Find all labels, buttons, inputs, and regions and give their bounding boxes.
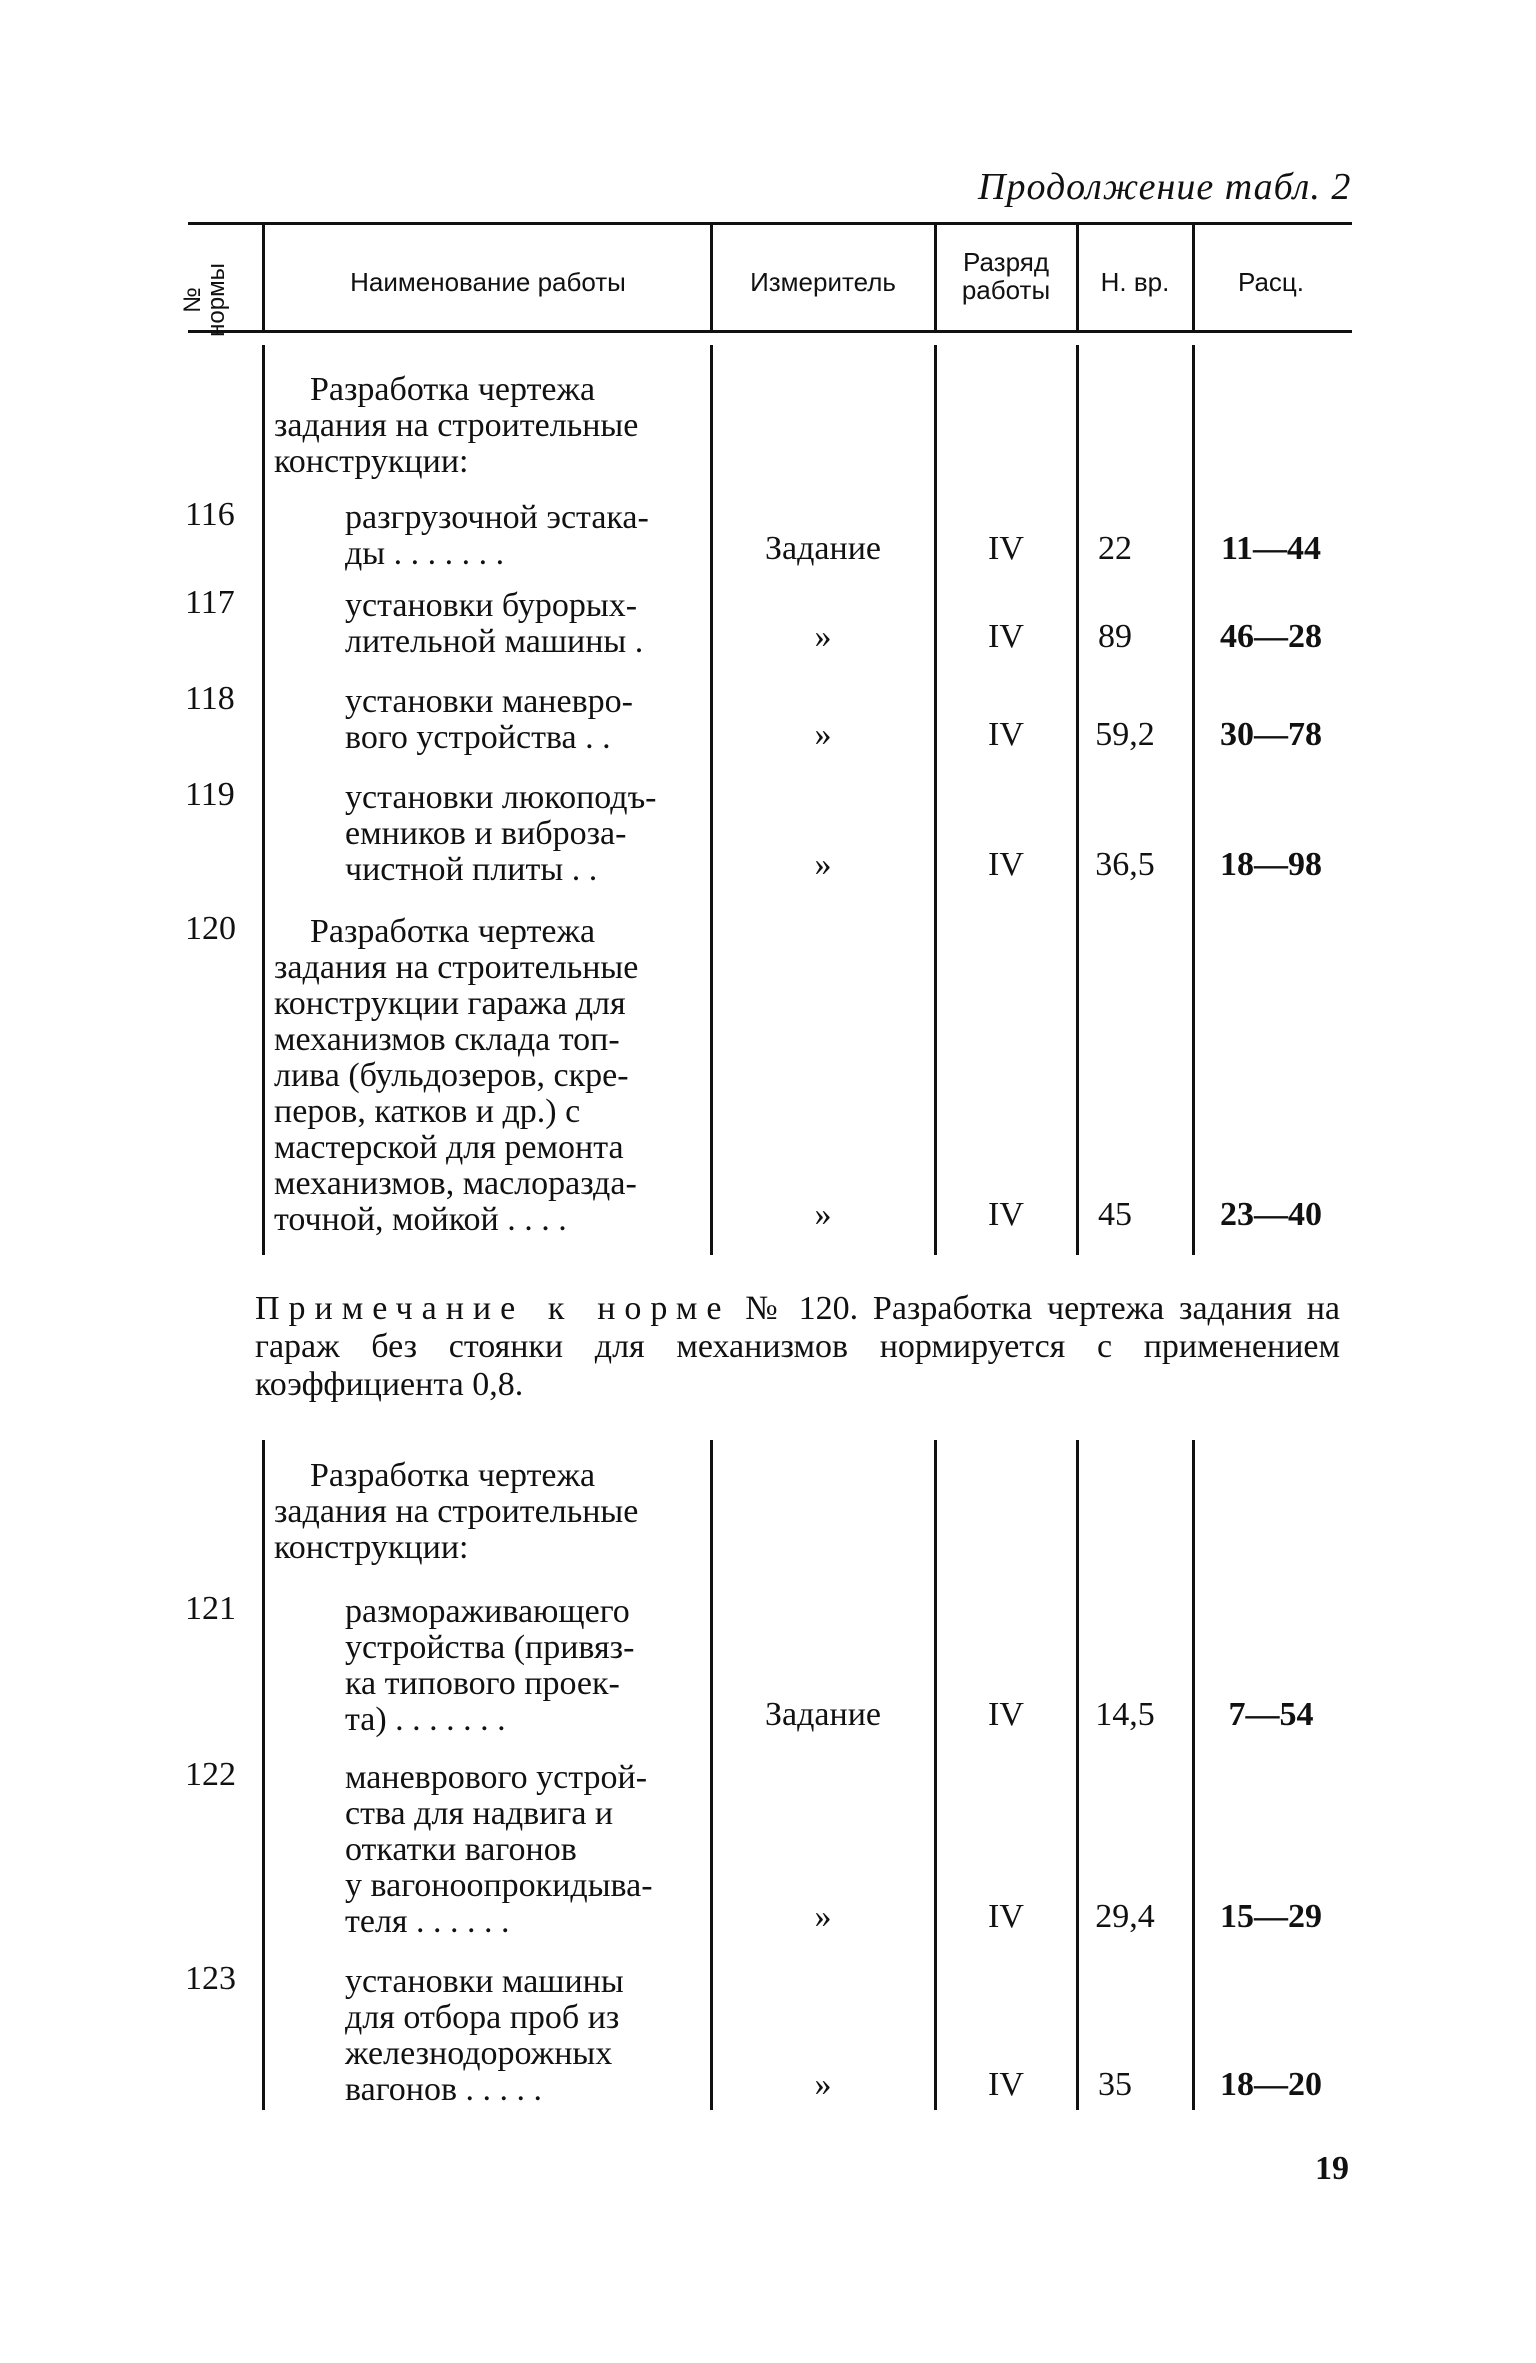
- work-name-121-line-2: устройства (привяз-: [345, 1629, 635, 1666]
- header-norm-no: № нормы: [179, 263, 230, 337]
- grade-117: IV: [988, 618, 1024, 655]
- unit-121: Задание: [765, 1696, 881, 1733]
- header-divider-3: [934, 224, 937, 330]
- work-name-122-line-2: ства для надвига и: [345, 1795, 614, 1832]
- norm-number-120: 120: [185, 910, 236, 947]
- rate-120: 23—40: [1220, 1196, 1322, 1233]
- work-name-121-line-4: та) . . . . . . .: [345, 1701, 506, 1738]
- header-work-name: Наименование работы: [350, 267, 626, 297]
- header-divider-5: [1192, 224, 1195, 330]
- hours-122: 29,4: [1095, 1898, 1155, 1935]
- grade-123: IV: [988, 2066, 1024, 2103]
- work-name-122-line-3: откатки вагонов: [345, 1831, 577, 1868]
- work-name-120-line-5: лива (бульдозеров, скре-: [274, 1057, 629, 1094]
- unit-123: »: [814, 2066, 832, 2103]
- block2-divider-1: [262, 1440, 265, 2110]
- header-divider-1: [262, 224, 265, 330]
- note-lead: Примечание к норме: [255, 1290, 731, 1327]
- header-rate: Расц.: [1237, 267, 1305, 297]
- work-name-123-line-2: для отбора проб из: [345, 1999, 620, 2036]
- work-name-121-line-1: размораживающего: [345, 1593, 630, 1630]
- rate-122: 15—29: [1220, 1898, 1322, 1935]
- page-number: 19: [1315, 2150, 1349, 2187]
- hours-116: 22: [1098, 530, 1132, 567]
- work-name-118-line-2: вого устройства . .: [345, 719, 611, 756]
- note-text: № 120. Разработка чертежа задания на гараж без стоянки для механизмов нормируется с применением коэффициента 0,8.: [255, 1290, 1340, 1403]
- header-hours: Н. вр.: [1100, 267, 1170, 297]
- header-grade: Разряд работы: [961, 247, 1051, 305]
- work-name-120-line-2: задания на строительные: [274, 949, 639, 986]
- rate-116: 11—44: [1220, 530, 1322, 567]
- block2-intro-line-2: задания на строительные: [274, 1493, 639, 1530]
- note-paragraph: [255, 1290, 1340, 1404]
- norm-number-123: 123: [185, 1960, 236, 1997]
- work-name-117-line-1: установки бурорых-: [345, 587, 638, 624]
- block1-intro-line-2: задания на строительные: [274, 407, 639, 444]
- unit-118: »: [814, 716, 832, 753]
- rate-119: 18—98: [1220, 846, 1322, 883]
- grade-120: IV: [988, 1196, 1024, 1233]
- work-name-122-line-1: маневрового устрой-: [345, 1759, 648, 1796]
- block2-intro-line-1: Разработка чертежа: [310, 1457, 596, 1494]
- norm-number-119: 119: [185, 776, 235, 813]
- work-name-118-line-1: установки маневро-: [345, 683, 633, 720]
- work-name-122-line-5: теля . . . . . .: [345, 1903, 510, 1940]
- hours-120: 45: [1098, 1196, 1132, 1233]
- block2-intro-line-3: конструкции:: [274, 1529, 469, 1566]
- work-name-122-line-4: у вагоноопрокидыва-: [345, 1867, 653, 1904]
- norm-number-116: 116: [185, 496, 235, 533]
- unit-120: »: [814, 1196, 832, 1233]
- block1-intro-line-1: Разработка чертежа: [310, 371, 596, 408]
- hours-119: 36,5: [1095, 846, 1155, 883]
- grade-121: IV: [988, 1696, 1024, 1733]
- grade-116: IV: [988, 530, 1024, 567]
- work-name-116-line-1: разгрузочной эстака-: [345, 499, 649, 536]
- work-name-123-line-1: установки машины: [345, 1963, 624, 2000]
- grade-118: IV: [988, 716, 1024, 753]
- grade-122: IV: [988, 1898, 1024, 1935]
- work-name-123-line-4: вагонов . . . . .: [345, 2071, 543, 2108]
- block1-divider-1: [262, 345, 265, 1255]
- block2-divider-3: [934, 1440, 937, 2110]
- work-name-120-line-6: перов, катков и др.) с: [274, 1093, 581, 1130]
- block2-divider-5: [1192, 1440, 1195, 2110]
- block1-divider-3: [934, 345, 937, 1255]
- block2-divider-4: [1076, 1440, 1079, 2110]
- block1-divider-2: [710, 345, 713, 1255]
- block1-divider-4: [1076, 345, 1079, 1255]
- rate-123: 18—20: [1220, 2066, 1322, 2103]
- work-name-119-line-2: емников и виброза-: [345, 815, 627, 852]
- rate-117: 46—28: [1220, 618, 1322, 655]
- unit-119: »: [814, 846, 832, 883]
- work-name-119-line-1: установки люкоподъ-: [345, 779, 657, 816]
- work-name-121-line-3: ка типового проек-: [345, 1665, 620, 1702]
- work-name-119-line-3: чистной плиты . .: [345, 851, 598, 888]
- work-name-117-line-2: лительной машины .: [345, 623, 644, 660]
- unit-117: »: [814, 618, 832, 655]
- header-divider-2: [710, 224, 713, 330]
- block2-divider-2: [710, 1440, 713, 2110]
- header-top-rule: [188, 222, 1352, 225]
- work-name-120-line-7: мастерской для ремонта: [274, 1129, 624, 1166]
- table-caption: Продолжение табл. 2: [978, 166, 1352, 208]
- header-bottom-rule: [188, 330, 1352, 333]
- norm-number-121: 121: [185, 1590, 236, 1627]
- work-name-120-line-4: механизмов склада топ-: [274, 1021, 620, 1058]
- header-divider-4: [1076, 224, 1079, 330]
- norm-number-117: 117: [185, 584, 235, 621]
- unit-122: »: [814, 1898, 832, 1935]
- block1-divider-5: [1192, 345, 1195, 1255]
- norm-number-122: 122: [185, 1756, 236, 1793]
- rate-121: 7—54: [1228, 1696, 1314, 1733]
- hours-123: 35: [1098, 2066, 1132, 2103]
- work-name-120-line-3: конструкции гаража для: [274, 985, 626, 1022]
- rate-118: 30—78: [1220, 716, 1322, 753]
- block1-intro-line-3: конструкции:: [274, 443, 469, 480]
- hours-117: 89: [1098, 618, 1132, 655]
- work-name-123-line-3: железнодорожных: [345, 2035, 613, 2072]
- grade-119: IV: [988, 846, 1024, 883]
- unit-116: Задание: [765, 530, 881, 567]
- work-name-120-line-1: Разработка чертежа: [310, 913, 596, 950]
- hours-118: 59,2: [1095, 716, 1155, 753]
- norm-number-118: 118: [185, 680, 235, 717]
- work-name-120-line-8: механизмов, маслоразда-: [274, 1165, 637, 1202]
- work-name-120-line-9: точной, мойкой . . . .: [274, 1201, 567, 1238]
- work-name-116-line-2: ды . . . . . . .: [345, 535, 505, 572]
- header-unit: Измеритель: [750, 267, 896, 297]
- hours-121: 14,5: [1095, 1696, 1155, 1733]
